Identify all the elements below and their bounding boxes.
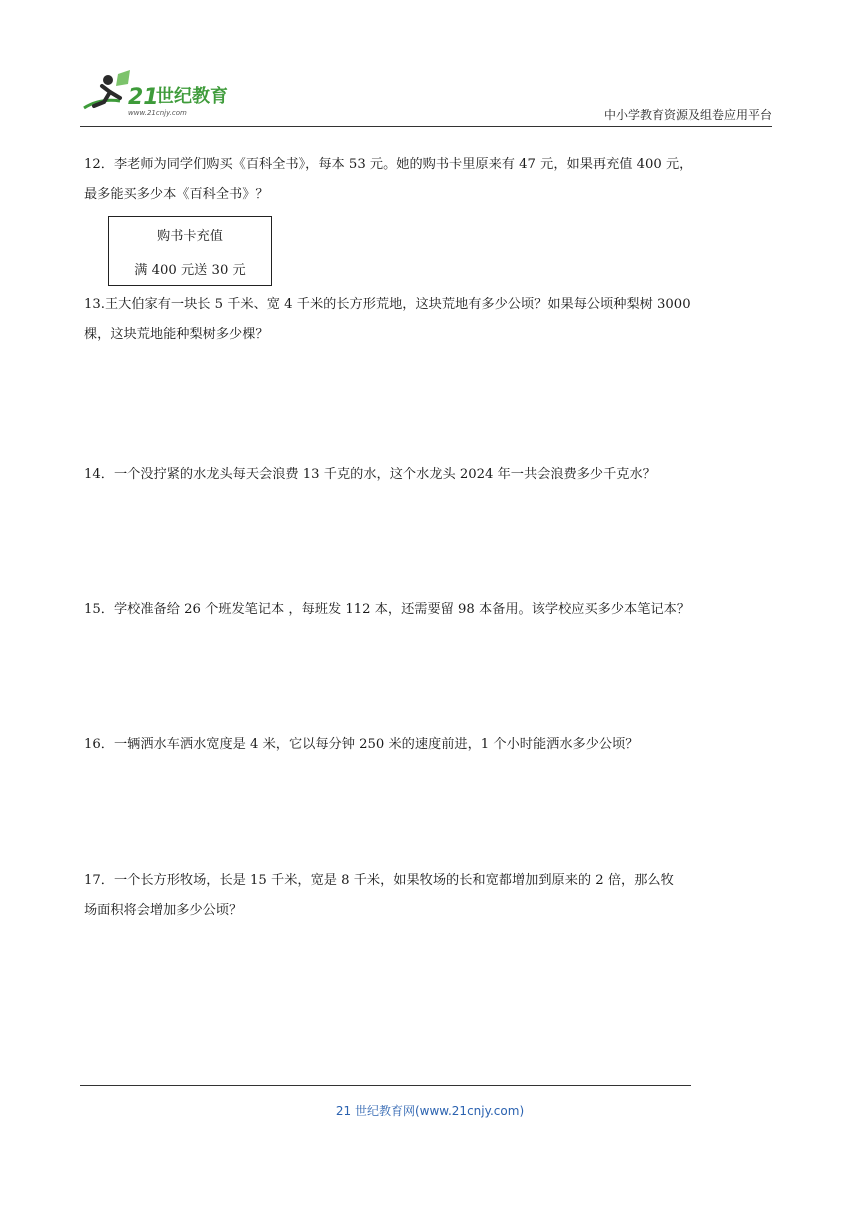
question-17 — [84, 866, 784, 926]
question-16 — [84, 730, 784, 760]
svg-text:21: 21 — [128, 85, 159, 110]
logo-21cnjy — [80, 68, 260, 120]
question-14 — [84, 460, 784, 490]
footer-divider — [80, 1085, 691, 1086]
logo-url: www.21cnjy.com — [128, 109, 187, 117]
promo-title: 购书卡充值 — [157, 229, 223, 244]
question-line: 棵，这块荒地能种梨树多少棵？ — [84, 327, 269, 342]
question-12 — [84, 150, 784, 210]
question-line: 14．一个没拧紧的水龙头每天会浪费 13 千克的水，这个水龙头 2024 年一共会浪费多少千克水？ — [84, 467, 656, 482]
svg-text:世纪教育: 世纪教育 — [156, 86, 228, 107]
question-15 — [84, 595, 784, 625]
question-line: 13.王大伯家有一块长 5 千米、宽 4 千米的长方形荒地，这块荒地有多少公顷？如果每公顷种梨树 3000 — [84, 297, 691, 312]
question-13 — [84, 290, 784, 350]
page-header — [80, 62, 772, 128]
question-line: 最多能买多少本《百科全书》？ — [84, 187, 269, 202]
question-line: 12．李老师为同学们购买《百科全书》，每本 53 元。她的购书卡里原来有 47 元，如果再充值 400 元， — [84, 157, 693, 172]
question-line: 15．学校准备给 26 个班发笔记本 ，每班发 112 本，还需要留 98 本备用。该学校应买多少本笔记本？ — [84, 602, 690, 617]
promo-detail: 满 400 元送 30 元 — [134, 263, 246, 278]
question-line: 17．一个长方形牧场，长是 15 千米，宽是 8 千米，如果牧场的长和宽都增加到原来的 2 倍，那么牧 — [84, 873, 674, 888]
question-line: 场面积将会增加多少公顷？ — [84, 903, 243, 918]
platform-tagline: 中小学教育资源及组卷应用平台 — [603, 108, 772, 122]
footer-link[interactable]: 21 世纪教育网(www.21cnjy.com) — [335, 1104, 525, 1118]
question-line: 16．一辆洒水车洒水宽度是 4 米，它以每分钟 250 米的速度前进，1 个小时能洒水多少公顷？ — [84, 737, 639, 752]
promo-box — [108, 216, 272, 286]
header-divider — [80, 126, 772, 127]
